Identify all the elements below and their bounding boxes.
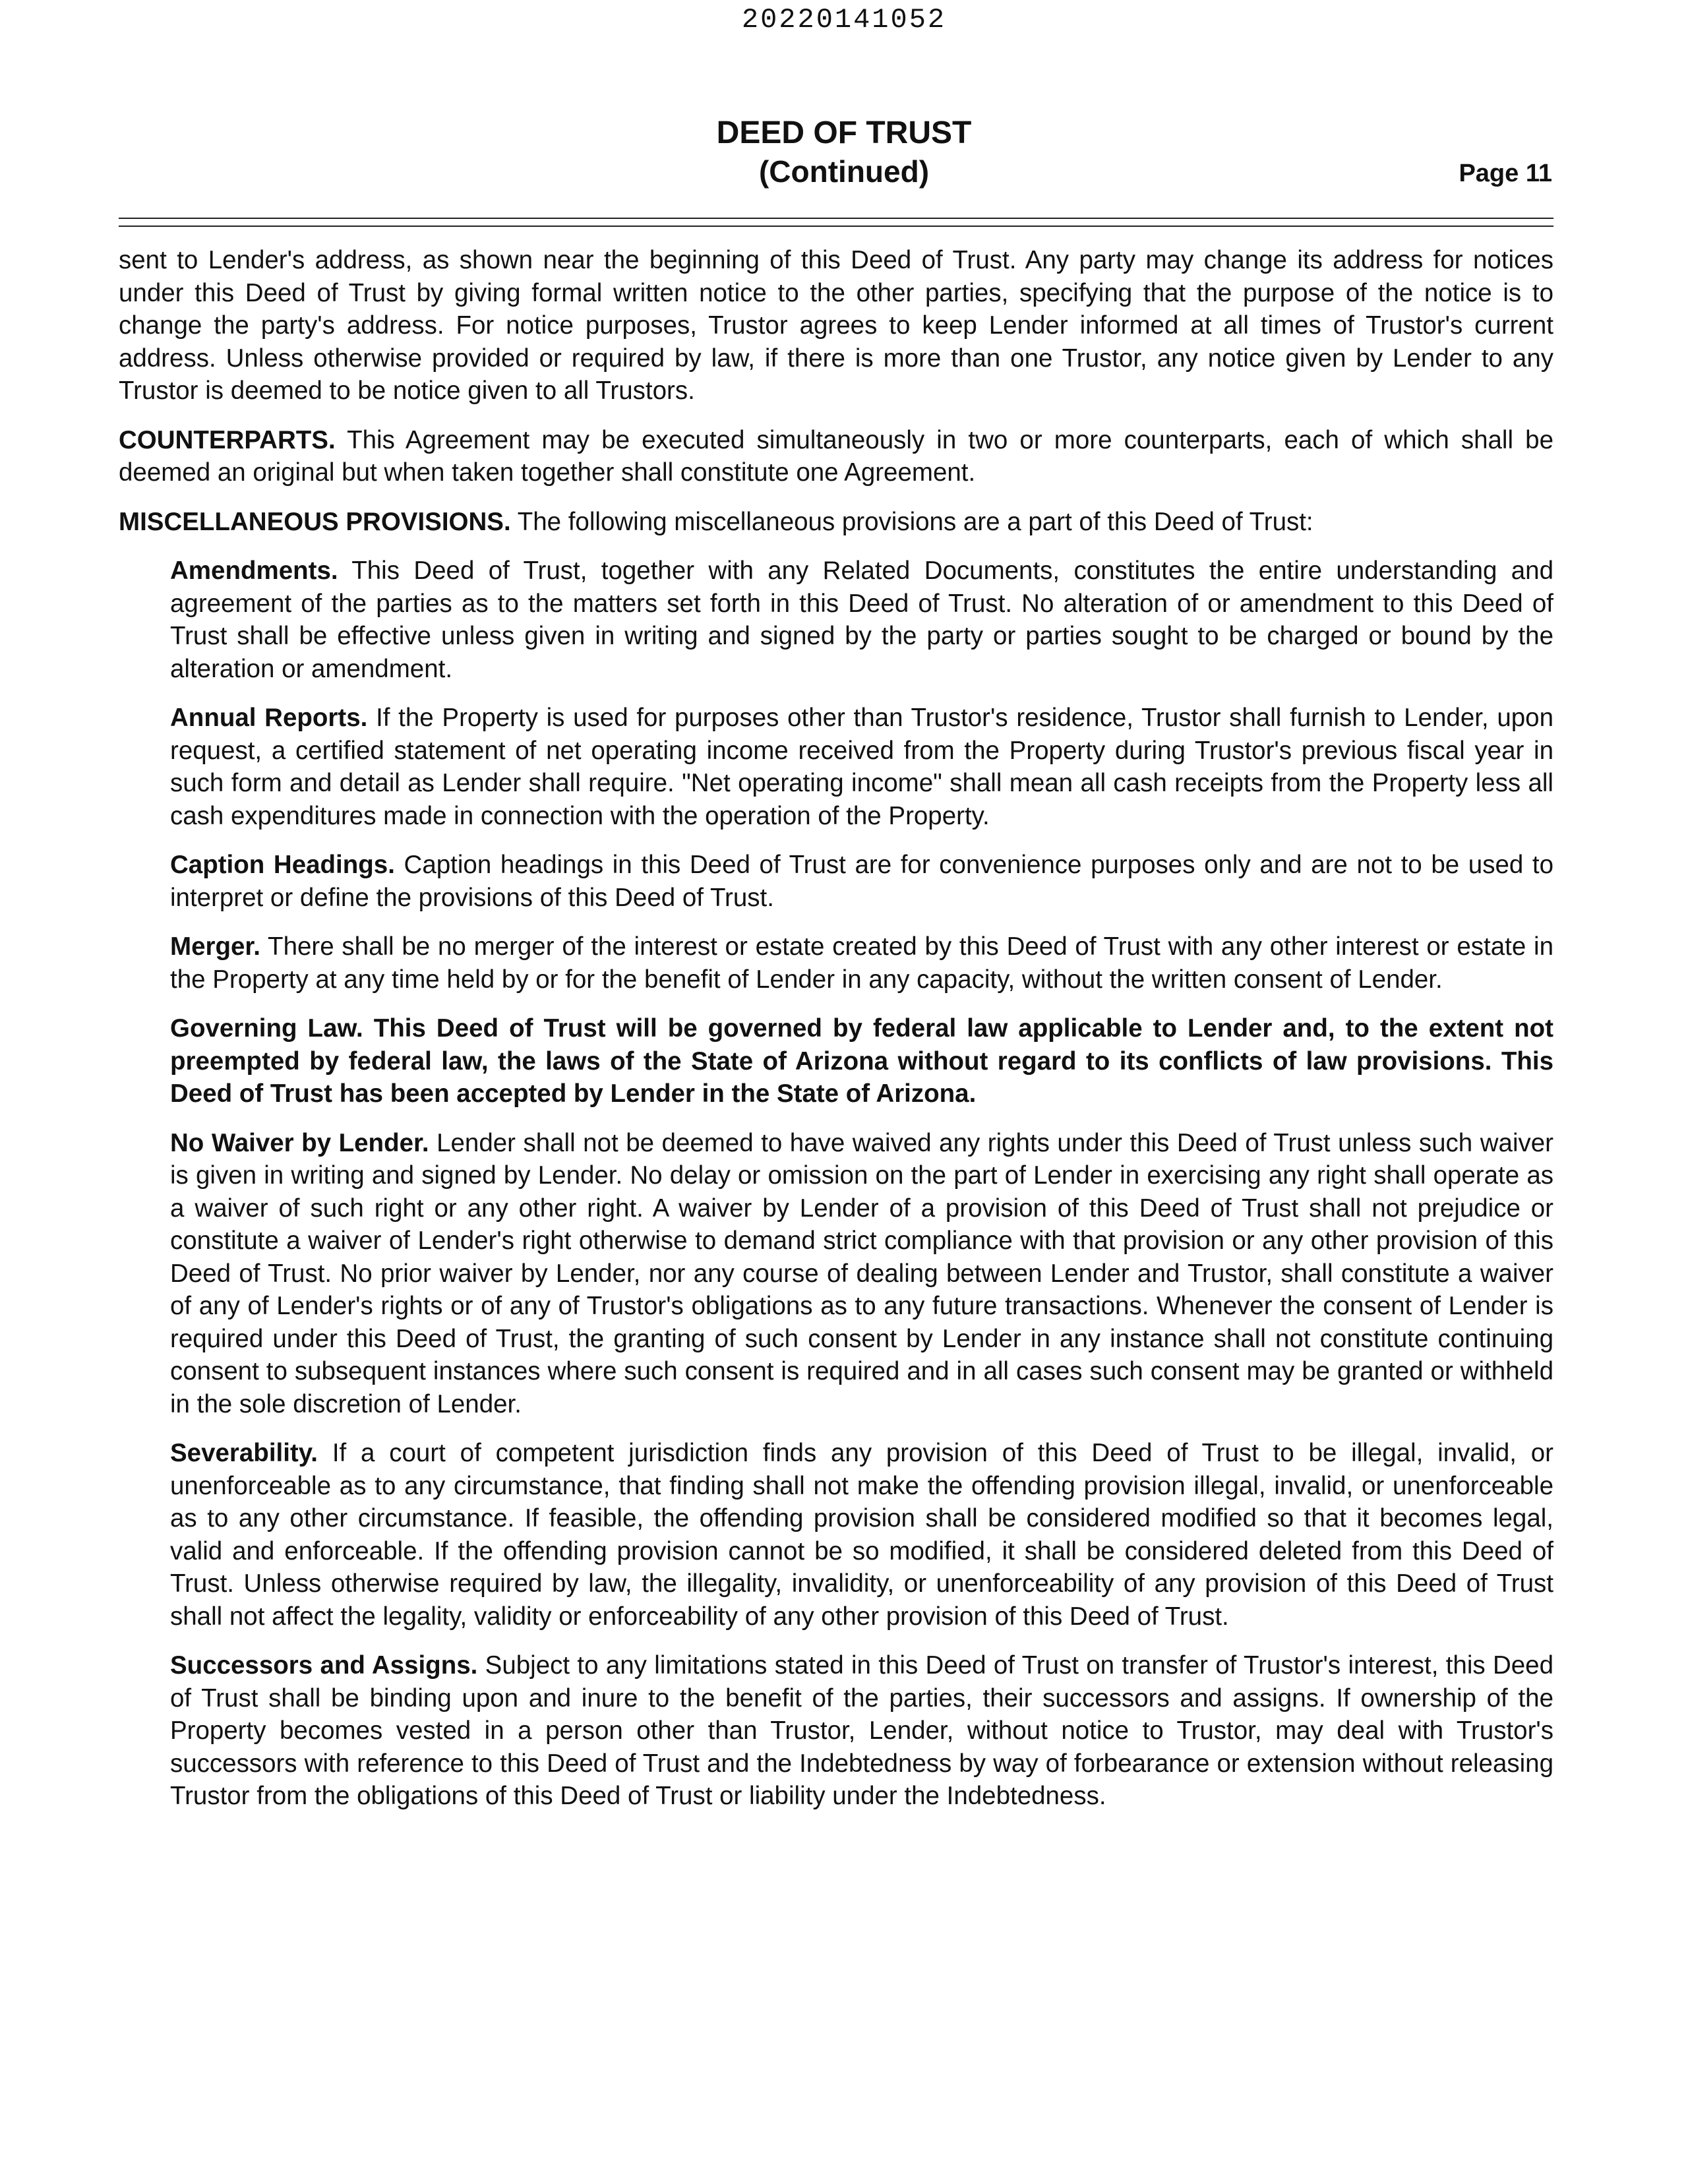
provision-severability [170,1437,1553,1633]
provision-text: If a court of competent jurisdiction finds any provision of this Deed of Trust to be illegal, invalid, or unenforceable as to any circumstance, that finding shall not make the offending provision illegal, invalid, or unenforceable as to any other circumstance. If feasible, the offending provision shall be considered modified so that it becomes legal, valid and enforceable. If the offending provision cannot be so modified, it shall be considered deleted from this Deed of Trust. Unless otherwise required by law, the illegality, invalidity, or unenforceability of any provision of this Deed of Trust shall not affect the legality, validity or enforceability of any other provision of this Deed of Trust. [170,1439,1554,1631]
provision-text: This Deed of Trust will be governed by federal law applicable to Lender and, to the extent not preempted by federal law, the laws of the State of Arizona without regard to its conflicts of law provisions. This Deed of Trust has been accepted by Lender in the State of Arizona. [170,1014,1554,1108]
provision-heading: Amendments. [170,557,338,585]
paragraph-text: sent to Lender's address, as shown near the beginning of this Deed of Trust. Any party may change its address for notices under this Deed of Trust by giving formal written notice to the other parties, specifying that the purpose of the notice is to change the party's address. For notice purposes, Trustor agrees to keep Lender informed at all times of Trustor's current address. Unless otherwise provided or required by law, if there is more than one Trustor, any notice given by Lender to any Trustor is deemed to be notice given to all Trustors. [119,246,1553,405]
provision-no-waiver [170,1127,1553,1421]
provision-text: Lender shall not be deemed to have waived any rights under this Deed of Trust unless such waiver is given in writing and signed by Lender. No delay or omission on the part of Lender in exercising any right shall operate as a waiver of such right or any other right. A waiver by Lender of a provision of this Deed of Trust shall not prejudice or constitute a waiver of Lender's right otherwise to demand strict compliance with that provision or any other provision of this Deed of Trust. No prior waiver by Lender, nor any course of dealing between Lender and Trustor, shall constitute a waiver of any of Lender's rights or of any of Trustor's obligations as to any future transactions. Whenever the consent of Lender is required under this Deed of Trust, the granting of such consent by Lender in any instance shall not constitute continuing consent to subsequent instances where such consent is required and in all cases such consent may be granted or withheld in the sole discretion of Lender. [170,1128,1553,1418]
document-subtitle: (Continued) [758,154,930,189]
paragraph-text: The following miscellaneous provisions are a part of this Deed of Trust: [517,507,1313,536]
section-heading: COUNTERPARTS. [119,425,336,454]
provision-amendments [170,555,1553,685]
page-number: Page 11 [1459,160,1552,187]
provision-text: There shall be no merger of the interest or estate created by this Deed of Trust with any other interest or estate in the Property at any time held by or for the benefit of Lender in any capacity, without the written consent of Lender. [170,932,1553,994]
document-header [0,113,1688,190]
provision-text: If the Property is used for purposes other than Trustor's residence, Trustor shall furnish to Lender, upon request, a certified statement of net operating income received from the Property during Trustor's previous fiscal year in such form and detail as Lender shall require. "Net operating income" shall mean all cash receipts from the Property less all cash expenditures made in connection with the operation of the Property. [170,704,1553,830]
provision-heading: No Waiver by Lender. [170,1128,429,1157]
document-title: DEED OF TRUST [716,115,972,150]
provision-heading: Annual Reports. [170,704,368,732]
document-body [119,244,1553,1829]
provision-heading: Merger. [170,932,260,961]
provision-caption-headings [170,849,1553,914]
recording-number: 20220141052 [741,4,947,36]
provision-heading: Governing Law. [170,1014,363,1043]
provision-governing-law [170,1012,1553,1110]
paragraph-notices-continued [119,244,1553,408]
header-divider-bottom [119,226,1553,227]
paragraph-counterparts [119,424,1553,489]
paragraph-miscellaneous [119,506,1553,539]
provision-heading: Successors and Assigns. [170,1651,478,1680]
provision-text: Subject to any limitations stated in this Deed of Trust on transfer of Trustor's interest, this Deed of Trust shall be binding upon and inure to the benefit of the parties, their successors and assigns. If ownership of the Property becomes vested in a person other than Trustor, Lender, without notice to Trustor, may deal with Trustor's successors with reference to this Deed of Trust and the Indebtedness by way of forbearance or extension without releasing Trustor from the obligations of this Deed of Trust or liability under the Indebtedness. [170,1651,1554,1810]
provision-text: Caption headings in this Deed of Trust are for convenience purposes only and are not to be used to interpret or define the provisions of this Deed of Trust. [170,851,1553,912]
header-divider-top [119,218,1553,219]
provision-heading: Caption Headings. [170,851,395,879]
provision-merger [170,930,1553,996]
provision-heading: Severability. [170,1439,318,1467]
provision-text: This Deed of Trust, together with any Related Documents, constitutes the entire understanding and agreement of the parties as to the matters set forth in this Deed of Trust. No alteration of or amendment to this Deed of Trust shall be effective unless given in writing and signed by the party or parties sought to be charged or bound by the alteration or amendment. [170,557,1553,683]
provision-annual-reports [170,702,1553,832]
section-heading: MISCELLANEOUS PROVISIONS. [119,507,511,536]
paragraph-text: This Agreement may be executed simultaneously in two or more counterparts, each of which shall be deemed an original but when taken together shall constitute one Agreement. [119,425,1553,487]
provision-successors-assigns [170,1649,1553,1813]
